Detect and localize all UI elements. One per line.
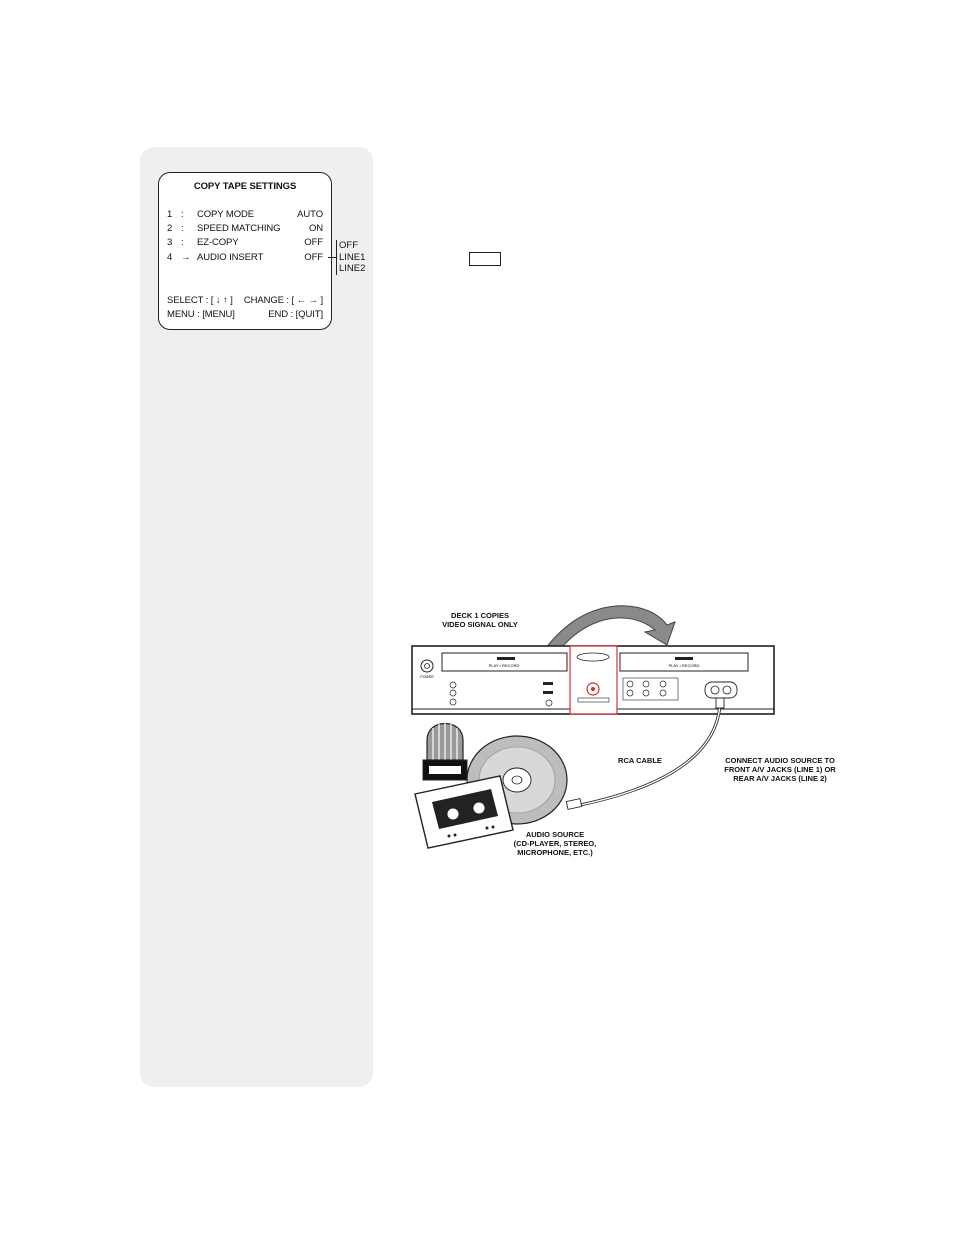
power-button-icon xyxy=(421,660,433,672)
deck-caption-line-2: VIDEO SIGNAL ONLY xyxy=(442,620,518,629)
connect-caption-line-3: REAR A/V JACKS (LINE 2) xyxy=(733,774,827,783)
connect-caption-line-2: FRONT A/V JACKS (LINE 1) OR xyxy=(724,765,836,774)
row-separator: : xyxy=(181,223,184,234)
row-number: 4 xyxy=(167,252,173,263)
option-line2: LINE2 xyxy=(339,263,366,274)
menu-row-copy-mode xyxy=(167,209,323,222)
power-label: POWER xyxy=(420,675,434,679)
menu-footer-row-1 xyxy=(167,295,323,308)
option-line1: LINE1 xyxy=(339,251,366,263)
connect-caption xyxy=(712,756,848,783)
row-label: COPY MODE xyxy=(197,209,254,220)
deck-1-door xyxy=(442,653,567,671)
row-number: 3 xyxy=(167,237,173,248)
copy-tape-settings-menu xyxy=(158,172,332,330)
menu-row-ez-copy xyxy=(167,237,323,250)
connect-caption-line-1: CONNECT AUDIO SOURCE TO xyxy=(725,756,835,765)
connection-diagram xyxy=(405,600,875,870)
row-value: ON xyxy=(308,223,323,234)
key-box xyxy=(469,252,501,266)
row-separator: : xyxy=(181,237,184,248)
row-value: AUTO xyxy=(297,209,323,220)
row-number: 1 xyxy=(167,209,173,220)
menu-footer-row-2 xyxy=(167,309,323,322)
row-value: OFF xyxy=(304,252,323,263)
menu-row-speed-matching xyxy=(167,223,323,236)
row-label: SPEED MATCHING xyxy=(197,223,281,234)
change-hint: CHANGE : [ ← → ] xyxy=(243,295,323,306)
menu-row-audio-insert xyxy=(167,252,323,265)
end-hint: END : [QUIT] xyxy=(268,309,323,320)
deck-2-door xyxy=(620,653,748,671)
audio-source-line-2: (CD-PLAYER, STEREO, xyxy=(513,839,597,848)
deck-1-label: PLAY • RECORD xyxy=(488,663,520,668)
front-av-jacks xyxy=(705,682,737,698)
select-hint: SELECT : [ ↓ ↑ ] xyxy=(167,295,233,306)
audio-insert-options xyxy=(336,240,365,275)
deck-caption xyxy=(420,611,540,629)
audio-source-line-3: MICROPHONE, ETC.) xyxy=(517,848,593,857)
row-arrow: → xyxy=(181,252,191,263)
audio-source-line-1: AUDIO SOURCE xyxy=(525,830,585,839)
row-number: 2 xyxy=(167,223,173,234)
menu-title: COPY TAPE SETTINGS xyxy=(193,181,297,192)
rca-cable-label: RCA CABLE xyxy=(618,756,662,765)
deck-caption-line-1: DECK 1 COPIES xyxy=(451,611,509,620)
option-off: OFF xyxy=(339,240,358,251)
cassette-tape-icon xyxy=(415,776,513,848)
row-separator: : xyxy=(181,209,184,220)
deck-2-label: PLAY • RECORD xyxy=(668,663,700,668)
microphone-icon xyxy=(423,723,467,780)
options-connector xyxy=(328,257,336,258)
audio-source-caption xyxy=(500,830,610,857)
menu-hint: MENU : [MENU] xyxy=(167,309,235,320)
row-label: EZ-COPY xyxy=(197,237,239,248)
row-value: OFF xyxy=(304,237,323,248)
row-label: AUDIO INSERT xyxy=(197,252,264,263)
